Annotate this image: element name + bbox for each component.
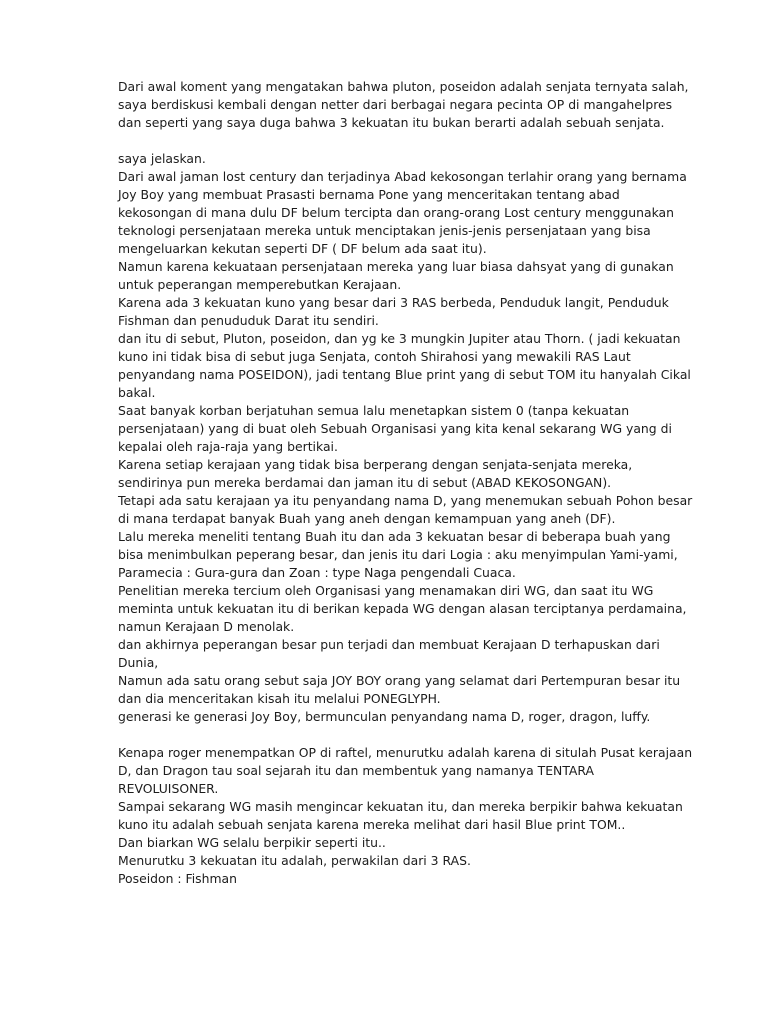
text-line: di mana terdapat banyak Buah yang aneh dengan kemampuan yang aneh (DF). xyxy=(118,511,616,526)
text-line: saya berdiskusi kembali dengan netter dari berbagai negara pecinta OP di mangahelpres xyxy=(118,97,673,112)
text-line: generasi ke generasi Joy Boy, bermunculan penyandang nama D, roger, dragon, luffy. xyxy=(118,709,651,724)
text-line: saya jelaskan. xyxy=(118,151,206,166)
text-line: Paramecia : Gura-gura dan Zoan : type Naga pengendali Cuaca. xyxy=(118,565,516,580)
text-line: Namun karena kekuataan persenjataan mereka yang luar biasa dahsyat yang di gunakan xyxy=(118,259,674,274)
text-line: Poseidon : Fishman xyxy=(118,871,237,886)
text-line: dan akhirnya peperangan besar pun terjadi dan membuat Kerajaan D terhapuskan dari xyxy=(118,637,660,652)
text-line: Saat banyak korban berjatuhan semua lalu menetapkan sistem 0 (tanpa kekuatan xyxy=(118,403,630,418)
paragraph-gap xyxy=(118,132,658,150)
text-line: Lalu mereka meneliti tentang Buah itu dan ada 3 kekuatan besar di beberapa buah yang xyxy=(118,529,671,544)
paragraph-gap xyxy=(118,726,658,744)
text-line: Penelitian mereka tercium oleh Organisasi yang menamakan diri WG, dan saat itu WG xyxy=(118,583,654,598)
document-page xyxy=(118,78,693,888)
text-line: Dari awal koment yang mengatakan bahwa pluton, poseidon adalah senjata ternyata salah, xyxy=(118,79,689,94)
text-line: namun Kerajaan D menolak. xyxy=(118,619,295,634)
text-line: sendirinya pun mereka berdamai dan jaman itu di sebut (ABAD KEKOSONGAN). xyxy=(118,475,612,490)
text-line: D, dan Dragon tau soal sejarah itu dan membentuk yang namanya TENTARA xyxy=(118,763,594,778)
text-line: Karena ada 3 kekuatan kuno yang besar dari 3 RAS berbeda, Penduduk langit, Penduduk xyxy=(118,295,669,310)
text-line: Dari awal jaman lost century dan terjadinya Abad kekosongan terlahir orang yang bernama xyxy=(118,169,687,184)
text-line: kuno itu adalah sebuah senjata karena mereka melihat dari hasil Blue print TOM.. xyxy=(118,817,626,832)
text-line: untuk peperangan memperebutkan Kerajaan. xyxy=(118,277,402,292)
text-line: persenjataan) yang di buat oleh Sebuah Organisasi yang kita kenal sekarang WG yang di xyxy=(118,421,672,436)
text-line: meminta untuk kekuatan itu di berikan kepada WG dengan alasan terciptanya perdamaina, xyxy=(118,601,687,616)
text-line: Sampai sekarang WG masih mengincar kekuatan itu, dan mereka berpikir bahwa kekuatan xyxy=(118,799,683,814)
text-line: Dan biarkan WG selalu berpikir seperti itu.. xyxy=(118,835,386,850)
text-line: dan seperti yang saya duga bahwa 3 kekuatan itu bukan berarti adalah sebuah senjata. xyxy=(118,115,665,130)
text-line: Namun ada satu orang sebut saja JOY BOY orang yang selamat dari Pertempuran besar itu xyxy=(118,673,681,688)
text-line: mengeluarkan kekutan seperti DF ( DF belum ada saat itu). xyxy=(118,241,487,256)
text-line: bisa menimbulkan peperang besar, dan jenis itu dari Logia : aku menyimpulan Yami-yami, xyxy=(118,547,678,562)
text-line: dan dia menceritakan kisah itu melalui PONEGLYPH. xyxy=(118,691,441,706)
text-line: Menurutku 3 kekuatan itu adalah, perwakilan dari 3 RAS. xyxy=(118,853,471,868)
text-line: Joy Boy yang membuat Prasasti bernama Pone yang menceritakan tentang abad xyxy=(118,187,620,202)
text-line: teknologi persenjataan mereka untuk menciptakan jenis-jenis persenjataan yang bisa xyxy=(118,223,651,238)
text-line: Dunia, xyxy=(118,655,159,670)
text-line: dan itu di sebut, Pluton, poseidon, dan yg ke 3 mungkin Jupiter atau Thorn. ( jadi kekuatan xyxy=(118,331,681,346)
text-line: Fishman dan penududuk Darat itu sendiri. xyxy=(118,313,379,328)
text-line: Karena setiap kerajaan yang tidak bisa berperang dengan senjata-senjata mereka, xyxy=(118,457,633,472)
text-line: kekosongan di mana dulu DF belum tercipta dan orang-orang Lost century menggunakan xyxy=(118,205,674,220)
text-line: REVOLUISONER. xyxy=(118,781,219,796)
text-line: Kenapa roger menempatkan OP di raftel, menurutku adalah karena di situlah Pusat kerajaan xyxy=(118,745,693,760)
text-line: bakal. xyxy=(118,385,156,400)
text-line: Tetapi ada satu kerajaan ya itu penyandang nama D, yang menemukan sebuah Pohon besar xyxy=(118,493,693,508)
text-line: kepalai oleh raja-raja yang bertikai. xyxy=(118,439,338,454)
text-line: penyandang nama POSEIDON), jadi tentang Blue print yang di sebut TOM itu hanyalah Cikal xyxy=(118,367,691,382)
text-line: kuno ini tidak bisa di sebut juga Senjata, contoh Shirahosi yang mewakili RAS Laut xyxy=(118,349,631,364)
